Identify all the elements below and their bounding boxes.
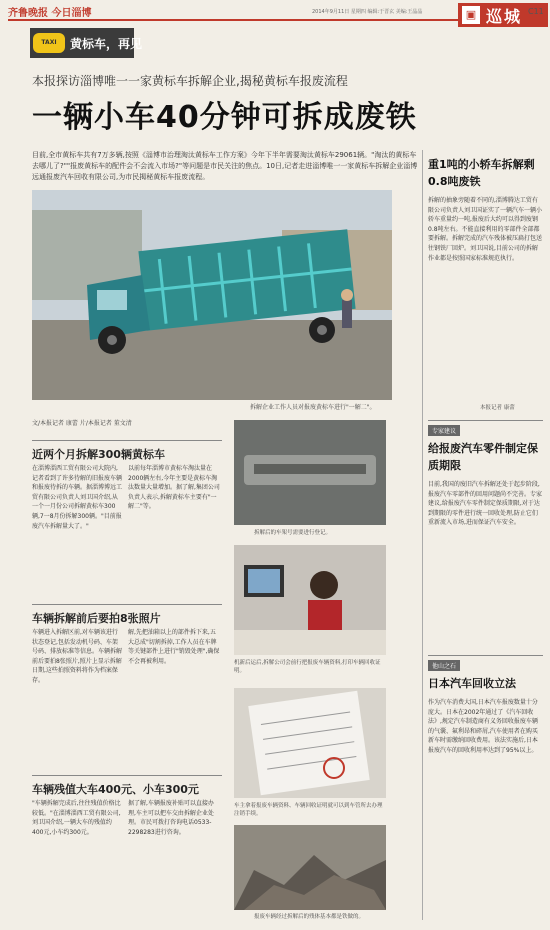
section-title: 车辆残值大车400元、小车300元 <box>32 783 199 796</box>
photo-caption: 车主拿着报废车辆资料、车辆回收证明就可以到车管所去办理注销手续。 <box>234 803 383 817</box>
taxi-icon: TAXI <box>33 33 65 53</box>
box-rule <box>428 420 543 421</box>
section-title: 车辆拆解前后要拍8张照片 <box>32 612 161 625</box>
column-name: 黄标车，再见 <box>70 37 143 51</box>
subheadline: 本报探访淄博唯一一家黄标车拆解企业,揭秘黄标车报废流程 <box>32 74 348 88</box>
office-worker-illustration <box>234 545 386 655</box>
vin-plate-illustration <box>234 420 386 525</box>
headline: 一辆小车40分钟可拆成废铁 <box>32 100 417 135</box>
main-photo-caption: 拆解企业工作人员对报废黄标车进行"一解二"。 <box>250 404 376 411</box>
scrap-pile-illustration <box>234 825 386 910</box>
certificate-photo <box>234 688 386 798</box>
masthead-rule <box>8 19 458 21</box>
section-body-col1: "车辆拆解完成后,往往残值价格比较低。"在淄博淄西工贸有限公司,刘卫国介绍,一辆大车的残值约400元,小车约300元。 <box>32 800 121 836</box>
section-rule <box>32 440 222 441</box>
photo-caption: 报废车辆经过拆解后的残体基本都是铁做的。 <box>254 914 365 920</box>
section-body-col2: 解,先把油箱以上的部件拆下来,五大总成"切割拆掉,工作人员在车牌等关键部件上进行"销毁处理",确保不会再被利用。 <box>128 629 220 665</box>
overseas-body: 作为汽车消费大国,日本汽车报废数量十分庞大。日本在2002年通过了《汽车回收法》,规定汽车制造商有义务回收报废车辆的气囊、氟利昂和碎屑,汽车使用者在购买新车时需缴纳回收费用。该法实施后,日本报废汽车的回收利用率达到了95%以上。 <box>428 699 538 754</box>
photo-caption: 机新后运后,拆解公司会前行把报废车辆资料,打印车辆回收证明。 <box>234 660 381 674</box>
expert-title: 给报废汽车零件制定保质期限 <box>428 442 538 472</box>
page-number: C11 <box>528 7 544 16</box>
section-body-col2: 据了解,车辆报废补贴可以直接办理,车主可以把车交由拆解企业处理。市民可拨打咨询电话0533-2298283进行咨询。 <box>128 800 214 836</box>
column-divider <box>422 150 423 920</box>
column-tab <box>30 28 143 58</box>
lead-paragraph: 目前,全市黄标车共有7万多辆,按照《淄博市治理淘汰黄标车工作方案》今年下半年需要淘汰黄标车29061辆。"淘汰的黄标车去哪儿了?""报废黄标车的配件会不会流入市场?"等问题是市民关注的焦点。10日,记者走进淄博唯一一家黄标车拆解企业淄博远通报废汽车回收有限公司,为市民揭秘黄标车报废流程。 <box>32 151 418 181</box>
section-rule <box>32 775 222 776</box>
expert-body: 目前,我国的废旧汽车拆解还处于起步阶段,报废汽车零部件的回用问题尚不完善。专家建议,给报废汽车零件制定保质期限,对于达到期限的零件进行统一回收处理,防止它们重新流入市场,进而保证汽车安全。 <box>428 481 543 527</box>
truck-dismantling-illustration <box>32 190 392 400</box>
box-rule <box>428 655 543 656</box>
overseas-tag: 他山之石 <box>428 660 460 671</box>
right-column-title: 重1吨的小轿车拆解剩0.8吨废铁 <box>428 158 535 188</box>
newspaper-brand: 齐鲁晚报 今日淄博 <box>8 8 92 19</box>
photo-caption: 拆解后的车架号需要进行登记。 <box>254 530 332 536</box>
certificate-illustration <box>234 688 386 798</box>
section-body-col2: 以前每年淄博市黄标车淘汰量在2000辆左右,今年主要是黄标车淘汰数量大量增加。据了解,集团公司负责人表示,拆解黄标车主要有"一解二"等。 <box>128 465 220 511</box>
main-photo <box>32 190 392 400</box>
right-column-reporter: 本报记者 康蕾 <box>480 405 515 411</box>
vin-plate-photo <box>234 420 386 525</box>
section-body-col1: 车辆进入拆解区前,对车辆该进行状态登记,包括发动机号码、车架号码、排放标准等信息。车辆拆解前后要拍8张照片,照片上显示拆解日期,这些拍照资料将作为档案保存。 <box>32 629 122 684</box>
office-photo <box>234 545 386 655</box>
section-body-col1: 在淄博淄西工贸有限公司大院内,记者看到了许多待解的旧报废车辆和报废待拆的车辆。据淄博博远工贸有限公司负责人刘卫国介绍,从一个一月份公司拆解黄标车300辆,7一8月份拆解300辆。"目前报废汽车拆解量大了。" <box>32 465 122 530</box>
issue-meta: 2014年9月11日 星期四 编辑:于晋玄 美编:王晶晶 <box>312 9 423 15</box>
section-name: 巡城 <box>486 7 523 26</box>
overseas-title: 日本汽车回收立法 <box>428 677 516 690</box>
section-title: 近两个月拆解300辆黄标车 <box>32 448 165 461</box>
expert-tag: 专家建议 <box>428 425 460 436</box>
section-icon: ▣ <box>462 6 480 24</box>
right-column-body: 拆解的抽象旁随着不同的,淄博腾达工贸有限公司负责人刘卫国证实了一辆汽车一辆小轿车重量约一吨,报废后大约可以得到废钢0.8吨左右。不能直接利用的零部件全部都要拆解。拆解完成的汽车残体被压扁打包送往钢铁厂回炉。刘卫国说,目前公司的拆解作业都是按照国家标准规范执行。 <box>428 197 543 262</box>
byline: 文/本报记者 康蕾 片/本报记者 董文清 <box>32 420 132 427</box>
scrap-photo <box>234 825 386 910</box>
section-rule <box>32 604 222 605</box>
